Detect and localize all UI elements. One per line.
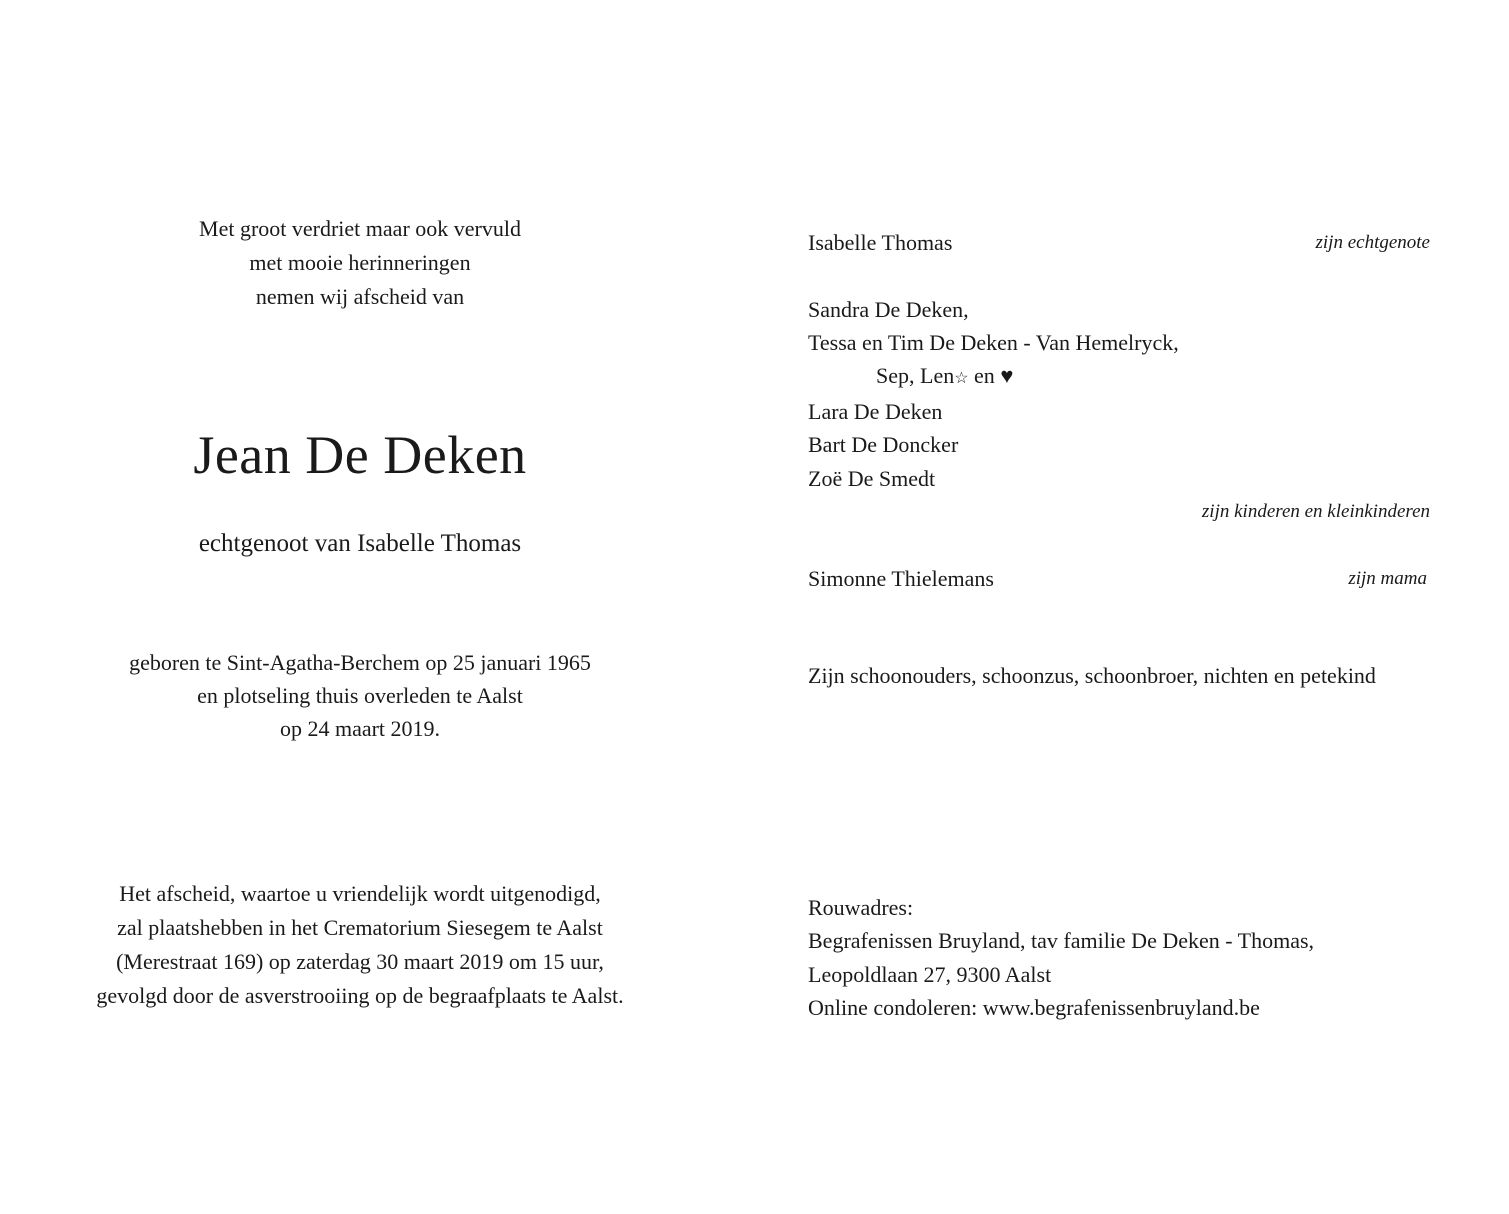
intro-line-2: met mooie herinneringen <box>249 250 471 275</box>
grandchildren-and: en <box>968 363 1001 388</box>
intro-text <box>60 212 660 314</box>
star-icon: ☆ <box>954 370 969 387</box>
birth-line-3: op 24 maart 2019. <box>279 716 441 741</box>
spouse-row <box>808 230 1430 256</box>
address-line-1: Begrafenissen Bruyland, tav familie De Deken - Thomas, <box>808 928 1315 953</box>
deceased-name: Jean De Deken <box>193 425 527 485</box>
child-line-5: Bart De Doncker <box>808 432 959 457</box>
child-line-6: Zoë De Smedt <box>808 466 936 491</box>
mother-name: Simonne Thielemans <box>808 566 994 591</box>
birth-line-1: geboren te Sint-Agatha-Berchem op 25 januari 1965 <box>129 650 591 675</box>
intro-line-1: Met groot verdriet maar ook vervuld <box>199 216 521 241</box>
spouse-name: Isabelle Thomas <box>808 230 953 255</box>
grandchildren-names: Sep, Len <box>876 363 955 388</box>
grandchildren-line <box>876 363 1430 389</box>
spouse-role: zijn echtgenote <box>1315 232 1430 253</box>
heart-icon: ♥ <box>1000 363 1014 388</box>
child-line-1: Sandra De Deken, <box>808 297 969 322</box>
mother-role: zijn mama <box>1348 568 1427 589</box>
ceremony-line-4: gevolgd door de asverstrooiing op de begraafplaats te Aalst. <box>96 983 624 1008</box>
ceremony-text <box>60 877 660 1013</box>
child-line-4: Lara De Deken <box>808 399 943 424</box>
spouse-line: echtgenoot van Isabelle Thomas <box>198 530 522 557</box>
children-role: zijn kinderen en kleinkinderen <box>1201 501 1430 522</box>
family-column <box>808 0 1430 1214</box>
condolence-line: Online condoleren: www.begrafenissenbruyland.be <box>808 995 1260 1020</box>
child-line-2: Tessa en Tim De Deken - Van Hemelryck, <box>808 330 1179 355</box>
ceremony-line-2: zal plaatshebben in het Crematorium Siesegem te Aalst <box>117 915 603 940</box>
birth-death-text <box>60 646 660 745</box>
intro-line-3: nemen wij afscheid van <box>255 284 465 309</box>
address-line-2: Leopoldlaan 27, 9300 Aalst <box>808 962 1052 987</box>
ceremony-line-1: Het afscheid, waartoe u vriendelijk wordt uitgenodigd, <box>119 881 601 906</box>
other-relatives: Zijn schoonouders, schoonzus, schoonbroer, nichten en petekind <box>808 663 1376 688</box>
mother-row <box>808 566 1430 592</box>
birth-line-2: en plotseling thuis overleden te Aalst <box>197 683 523 708</box>
address-heading: Rouwadres: <box>808 895 914 920</box>
ceremony-line-3: (Merestraat 169) op zaterdag 30 maart 2019 om 15 uur, <box>116 949 604 974</box>
